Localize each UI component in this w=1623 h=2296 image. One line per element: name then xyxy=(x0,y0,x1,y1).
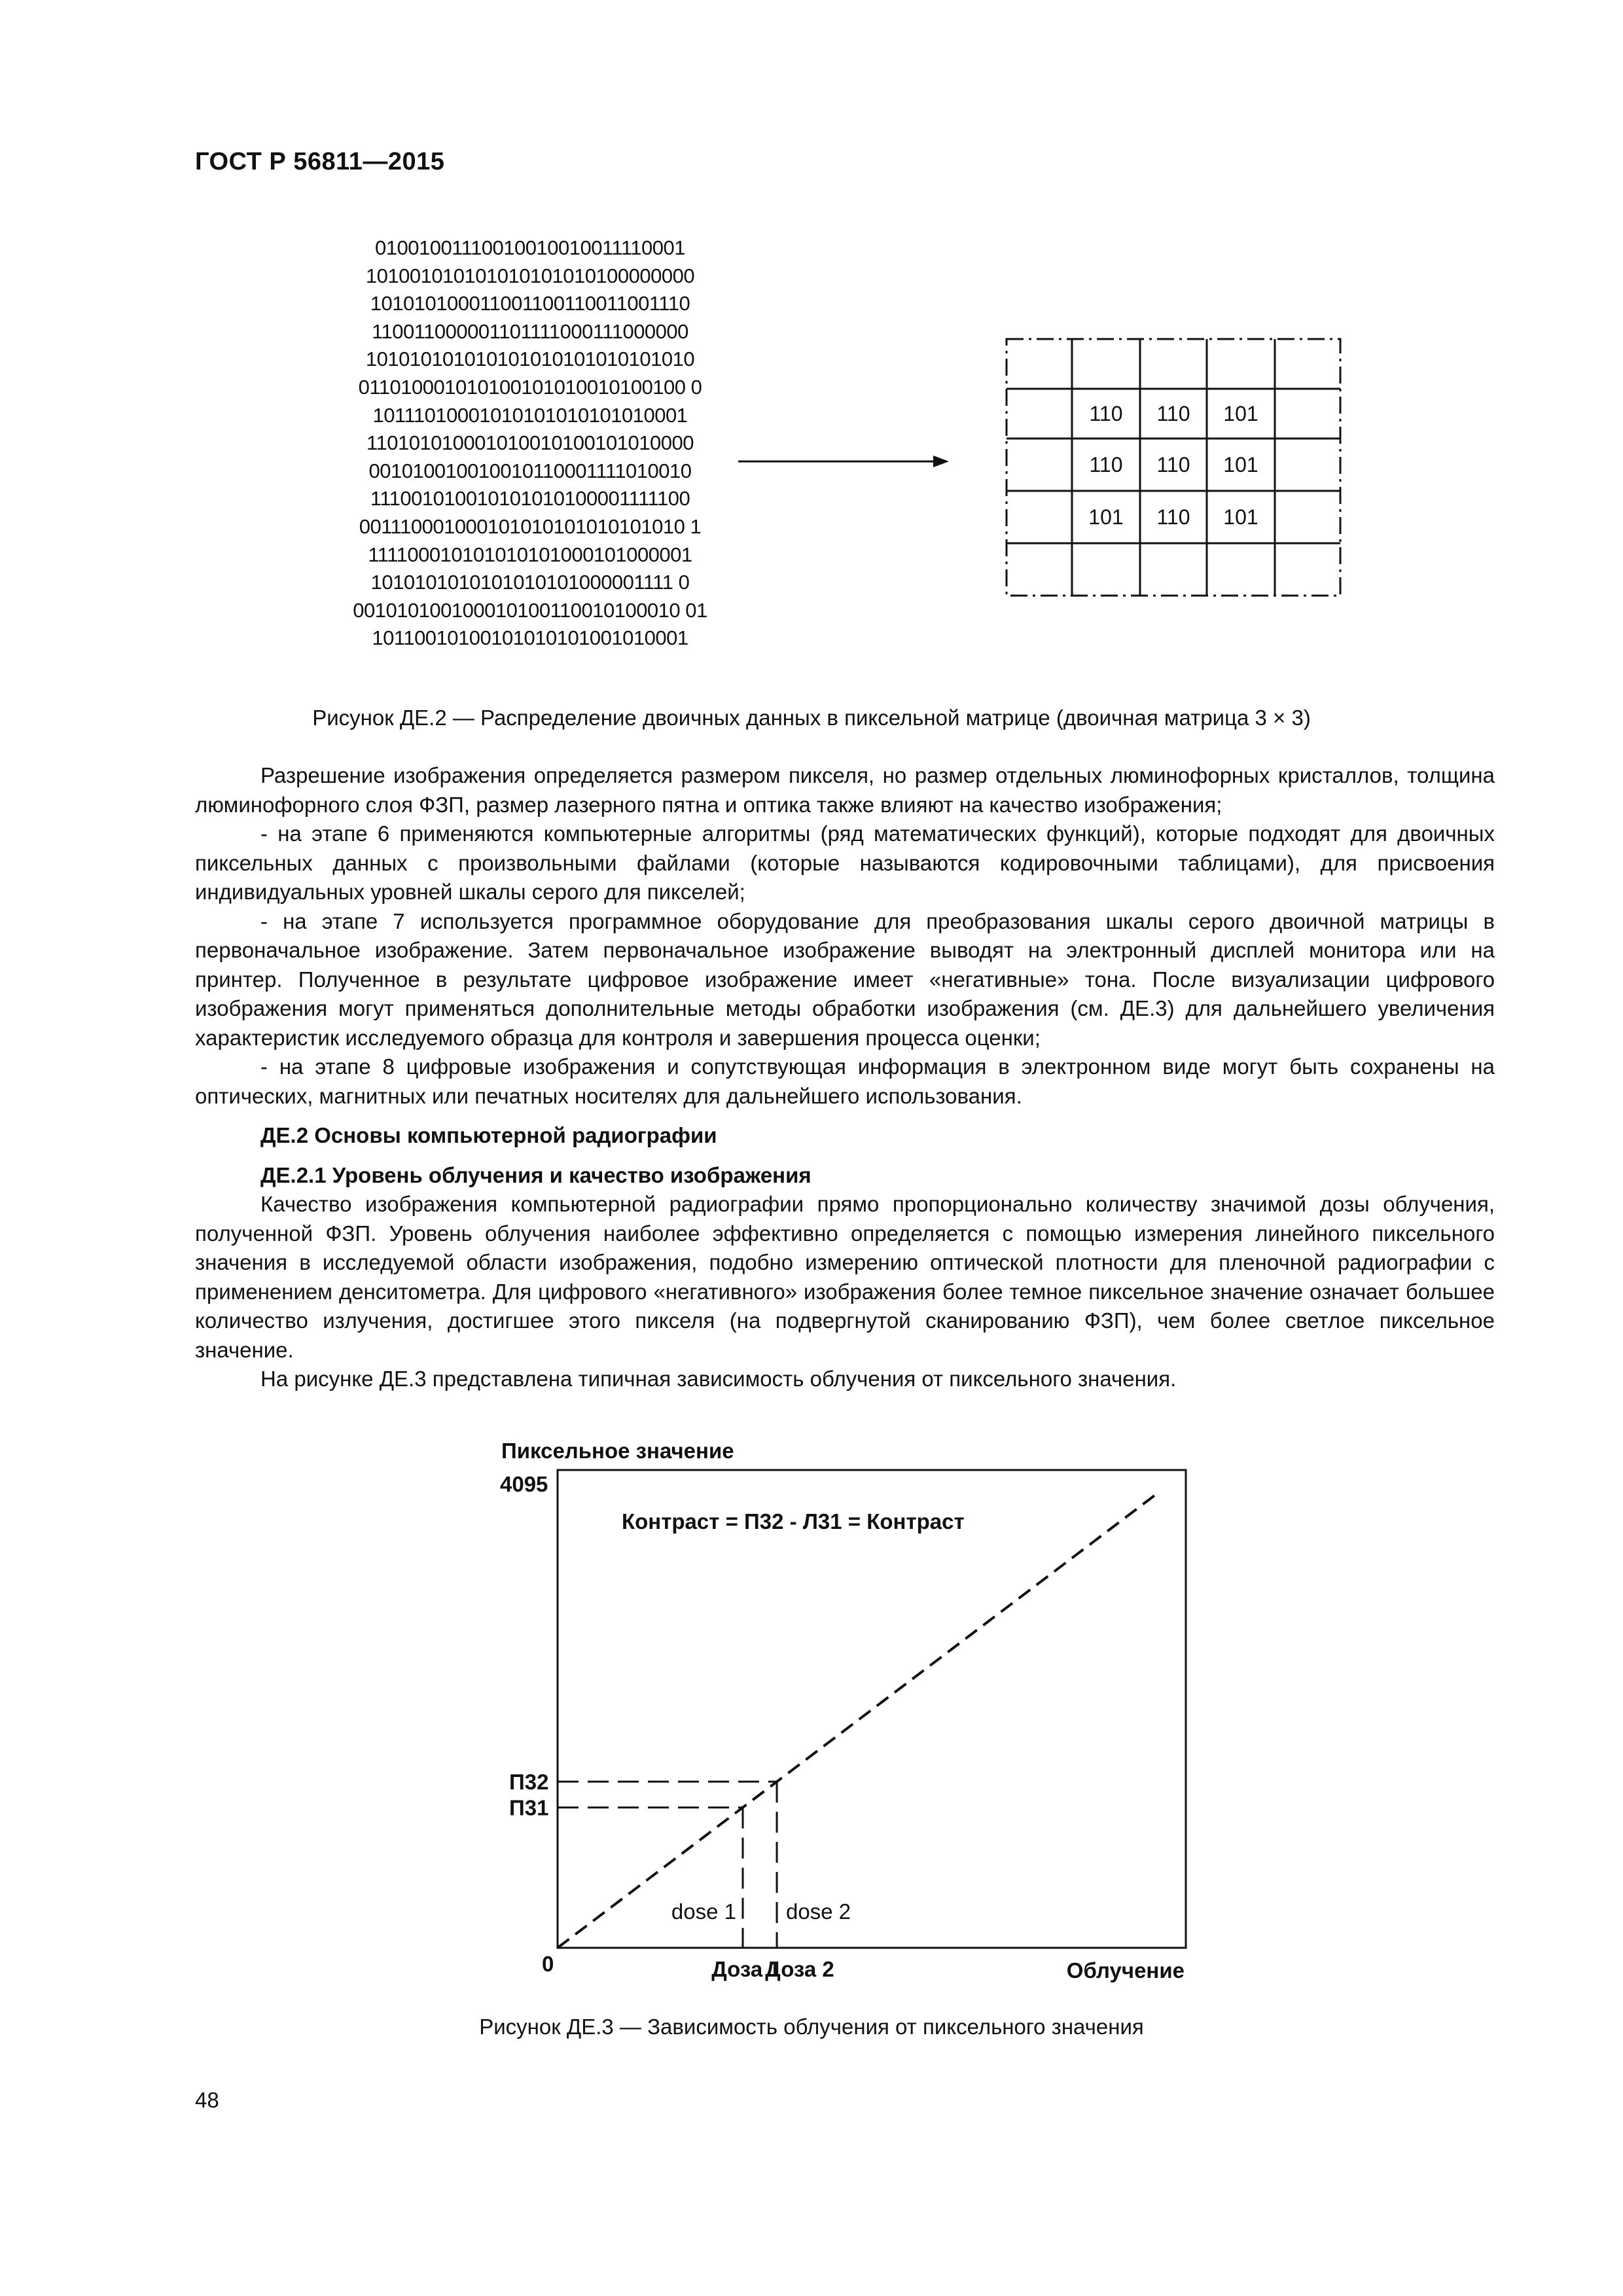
paragraph-figure-reference: На рисунке ДЕ.3 представлена типичная зависимость облучения от пиксельного значения. xyxy=(260,1367,1177,1391)
binary-line: 01001001110010010010011110001 xyxy=(375,236,685,259)
dose-2-label: dose 2 xyxy=(786,1899,851,1924)
exposure-chart xyxy=(484,1427,1270,1990)
y-axis-title: Пиксельное значение xyxy=(501,1439,734,1463)
arrow-icon xyxy=(738,452,961,471)
matrix-cell-value: 101 xyxy=(1223,402,1258,425)
binary-line: 111001010010101010100001111100 xyxy=(370,487,690,511)
matrix-cell-value: 110 xyxy=(1156,453,1190,476)
origin-label: 0 xyxy=(542,1952,554,1976)
binary-line: 001010010010010110001111010010 xyxy=(368,459,692,482)
binary-line: 10111010001010101010101010001 xyxy=(372,403,688,427)
x-tick-dose-2: Доза 2 xyxy=(765,1957,834,1981)
matrix-cell-value: 110 xyxy=(1089,453,1123,476)
binary-line: 101001010101010101010100000000 xyxy=(365,264,695,287)
binary-line: 1010101010101010101000001111 0 xyxy=(370,571,690,594)
binary-line: 110011000001101111000111000000 xyxy=(372,319,688,343)
paragraph-stage-6: - на этапе 6 применяются компьютерные алгоритмы (ряд математических функций), которые подходят для двоичных пиксельных данных с произвольными файлами (которые называются кодировочными таблицами), для присвоения индивидуальных уровней шкалы серого для пикселей; xyxy=(195,821,1495,904)
figure-3-caption: Рисунок ДЕ.3 — Зависимость облучения от пиксельного значения xyxy=(479,2015,1144,2039)
binary-line: 110101010001010010100101010000 xyxy=(366,431,694,455)
matrix-cell-value: 110 xyxy=(1156,402,1190,425)
matrix-cell-value: 101 xyxy=(1088,505,1124,529)
binary-line: 001110001000101010101010101010 1 xyxy=(359,514,702,538)
binary-line: 111100010101010101000101000001 xyxy=(368,543,692,566)
binary-line: 101010101010101010101010101010 xyxy=(365,348,695,371)
matrix-cell-value: 110 xyxy=(1089,402,1123,425)
paragraph-stage-7: - на этапе 7 используется программное оборудование для преобразования шкалы серого двоичной матрицы в первоначальное изображение. Затем первоначальное изображение выводят на электронный дисплей монитора или на принтер. Полученное в результате цифровое изображение имеет «негативные» тона. После визуализации цифрового изображения могут применяться дополнительные методы обработки изображения (см. ДЕ.3) для дальнейшего увеличения характеристик исследуемого образца для контроля и завершения процесса оценки; xyxy=(195,908,1495,1050)
y-tick-pz1: П31 xyxy=(509,1795,549,1820)
exposure-series-line xyxy=(558,1495,1155,1948)
matrix-cell-value: 110 xyxy=(1156,505,1190,529)
paragraph-stage-8: - на этапе 8 цифровые изображения и сопутствующая информация в электронном виде могут быть сохранены на оптических, магнитных или печатных носителях для дальнейшего использования. xyxy=(195,1054,1495,1108)
binary-line: 101010100011001100110011001110 xyxy=(370,292,690,315)
contrast-annotation: Контраст = П32 - Л31 = Контраст xyxy=(622,1509,965,1534)
binary-data-block xyxy=(340,234,720,653)
binary-line: 10110010100101010101001010001 xyxy=(372,626,688,650)
binary-line: 001010100100010100110010100010 01 xyxy=(353,598,707,622)
paragraph-exposure-quality: Качество изображения компьютерной радиографии прямо пропорционально количеству значимой дозы облучения, полученной ФЗП. Уровень облучения наиболее эффективно определяется с помощью измерения линейного пиксельного значения в исследуемой области изображения, подобно измерению оптической плотности для пленочной радиографии с применением денситометра. Для цифрового «негативного» изображения более темное пиксельное значение означает большее количество излучения, достигшее этого пикселя (на подвергнутой сканированию ФЗП), чем более светлое пиксельное значение. xyxy=(195,1192,1495,1362)
dose-1-label: dose 1 xyxy=(671,1899,737,1924)
figure-2-caption: Рисунок ДЕ.2 — Распределение двоичных данных в пиксельной матрице (двоичная матрица 3 × 3) xyxy=(312,706,1311,730)
section-heading-de2: ДЕ.2 Основы компьютерной радиографии xyxy=(260,1123,717,1147)
x-tick-dose-1: Доза 1 xyxy=(711,1957,781,1981)
binary-line: 011010001010100101010010100100 0 xyxy=(358,375,702,399)
section-heading-de21: ДЕ.2.1 Уровень облучения и качество изображения xyxy=(260,1162,812,1187)
page-number: 48 xyxy=(195,2088,219,2112)
document-header: ГОСТ Р 56811—2015 xyxy=(195,148,445,175)
matrix-cell-value: 101 xyxy=(1223,453,1258,476)
pixel-matrix xyxy=(1001,334,1348,602)
y-tick-pz2: П32 xyxy=(509,1770,549,1795)
paragraph-resolution: Разрешение изображения определяется размером пикселя, но размер отдельных люминофорных кристаллов, толщина люминофорного слоя ФЗП, размер лазерного пятна и оптика также влияют на качество изображения; xyxy=(195,763,1495,817)
matrix-cell-value: 101 xyxy=(1223,505,1258,529)
y-tick-4095: 4095 xyxy=(500,1472,548,1496)
body-text xyxy=(195,761,1495,1394)
x-axis-title: Облучение xyxy=(1066,1958,1185,1982)
